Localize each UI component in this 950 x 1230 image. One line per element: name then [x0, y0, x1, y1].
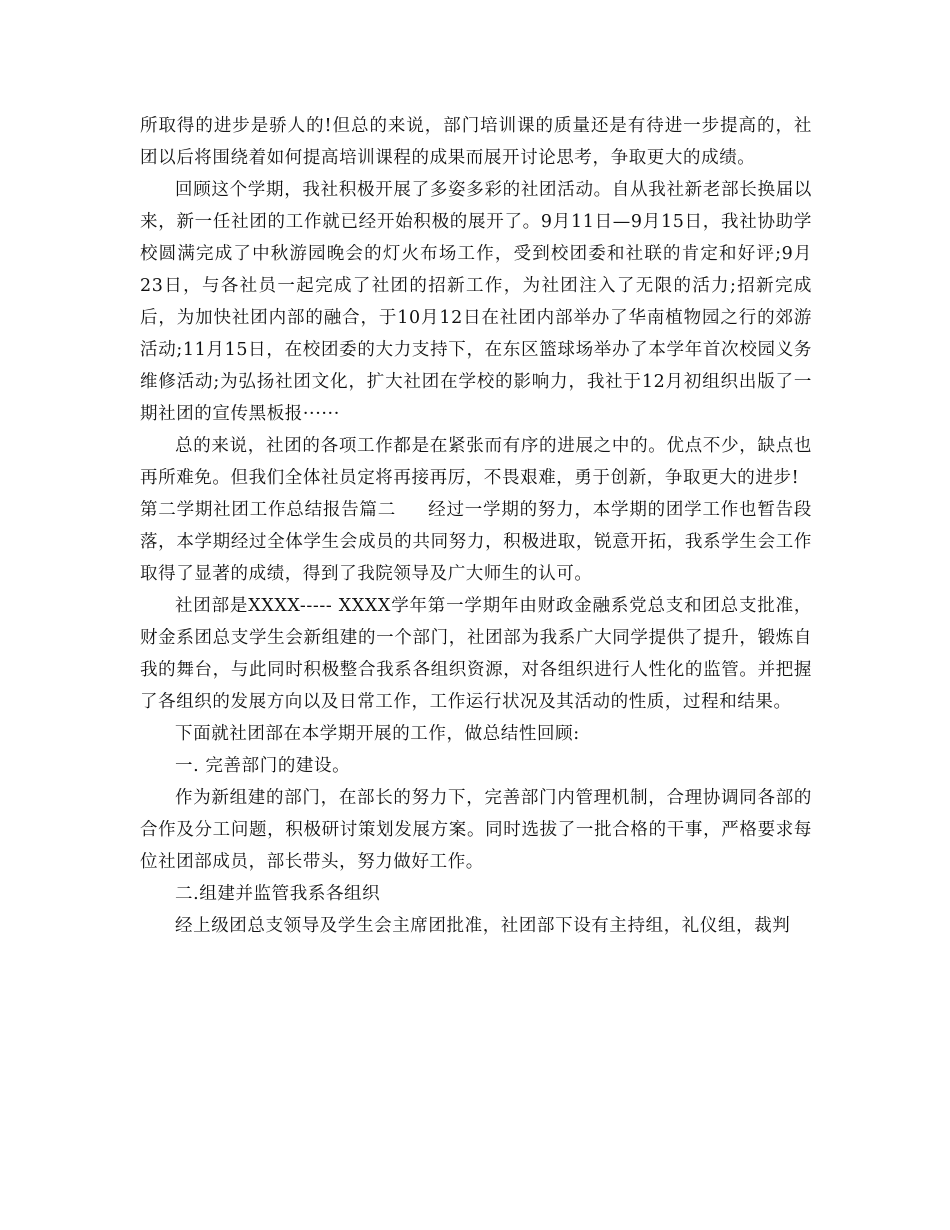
paragraph-6: 下面就社团部在本学期开展的工作，做总结性回顾:	[175, 724, 580, 744]
paragraph-5: 社团部是XXXX----- XXXX学年第一学期年由财政金融系党总支和团总支批准，财金系团总支学生会新组建的一个部门，社团部为我系广大同学提供了提升，锻炼自我的舞台，与此同时积极整合我系各组织资源，对各组织进行人性化的监管。并把握了各组织的发展方向以及日常工作，工作运行状况及其活动的性质，过程和结果。	[140, 596, 812, 712]
section-paragraph	[140, 494, 812, 590]
section-intro: 经过一学期的努力，本学期的团学工作也暂告段落，本学期经过全体学生会成员的共同努力，积极进取，锐意开拓，我系学生会工作取得了显著的成绩，得到了我院领导及广大师生的认可。	[140, 500, 812, 584]
paragraph-3: 总的来说，社团的各项工作都是在紧张而有序的进展之中的。优点不少，缺点也再所难免。但我们全体社员定将再接再厉，不畏艰难，勇于创新，争取更大的进步!	[140, 436, 812, 488]
paragraph-8: 作为新组建的部门，在部长的努力下，完善部门内管理机制，合理协调同各部的合作及分工问题，积极研讨策划发展方案。同时选拔了一批合格的干事，严格要求每位社团部成员，部长带头，努力做好工作。	[140, 788, 812, 872]
list-heading-1: 一. 完善部门的建设。	[175, 756, 351, 776]
section-title: 第二学期社团工作总结报告篇二	[140, 500, 396, 520]
paragraph-10: 经上级团总支领导及学生会主席团批准，社团部下设有主持组，礼仪组，裁判	[175, 916, 791, 936]
paragraph-2: 回顾这个学期，我社积极开展了多姿多彩的社团活动。自从我社新老部长换届以来，新一任社团的工作就已经开始积极的展开了。9月11日—9月15日，我社协助学校圆满完成了中秋游园晚会的灯火布场工作，受到校团委和社联的肯定和好评;9月23日，与各社员一起完成了社团的招新工作，为社团注入了无限的活力;招新完成后，为加快社团内部的融合，于10月12日在社团内部举办了华南植物园之行的郊游活动;11月15日，在校团委的大力支持下，在东区篮球场举办了本学年首次校园义务维修活动;为弘扬社团文化，扩大社团在学校的影响力，我社于12月初组织出版了一期社团的宣传黑板报······	[140, 180, 812, 424]
paragraph-1: 所取得的进步是骄人的!但总的来说，部门培训课的质量还是有待进一步提高的，社团以后将围绕着如何提高培训课程的成果而展开讨论思考，争取更大的成绩。	[140, 116, 812, 168]
list-heading-2: 二.组建并监管我系各组织	[175, 884, 381, 904]
document-body	[140, 110, 812, 942]
